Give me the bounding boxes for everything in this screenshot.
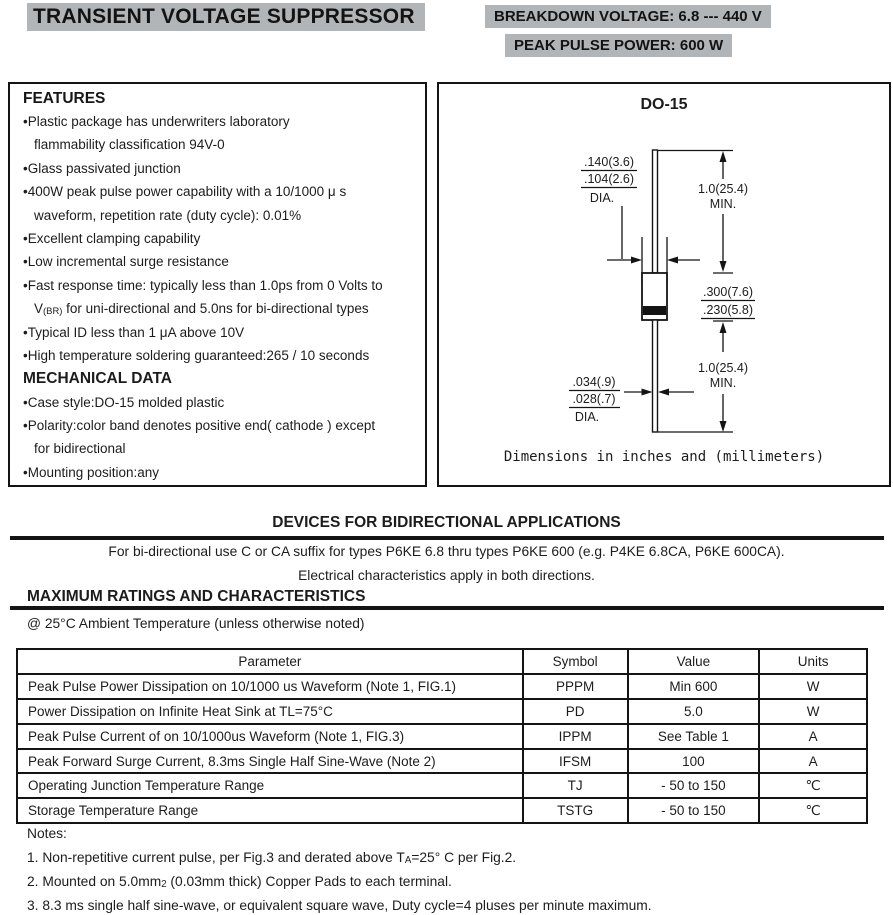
body-dia-min-label: .104(2.6) [583, 172, 635, 186]
features-panel [8, 82, 427, 487]
note-item: 1. Non-repetitive current pulse, per Fig.3 and derated above TA=25° C per Fig.2. [27, 850, 517, 867]
body-dia-unit-label: DIA. [589, 191, 615, 205]
table-header-row [17, 649, 867, 674]
bidirectional-heading: DEVICES FOR BIDIRECTIONAL APPLICATIONS [272, 514, 621, 531]
feature-line: •400W peak pulse power capability with a 10/1000 μ s [23, 184, 347, 200]
param-cell: Power Dissipation on Infinite Heat Sink at TL=75°C [17, 699, 523, 724]
lead-dia-min-label: .028(.7) [572, 392, 616, 406]
note-item: 2. Mounted on 5.0mm2 (0.03mm thick) Copper Pads to each terminal. [27, 874, 452, 891]
param-cell: Peak Pulse Power Dissipation on 10/1000 us Waveform (Note 1, FIG.1) [17, 674, 523, 699]
arrow-left-icon [667, 257, 678, 264]
arrow-up-icon [720, 151, 727, 162]
notes-heading: Notes: [27, 826, 67, 841]
divider-rule [10, 536, 884, 540]
table-row [17, 674, 867, 699]
col-header-parameter: Parameter [17, 649, 523, 674]
lead-bottom-length-label: 1.0(25.4) [697, 361, 749, 375]
feature-line: flammability classification 94V-0 [34, 137, 225, 153]
feature-line: •Typical ID less than 1 μA above 10V [23, 324, 245, 340]
arrow-right-icon [631, 257, 642, 264]
value-cell: - 50 to 150 [628, 773, 760, 798]
feature-line: •Case style:DO-15 molded plastic [23, 394, 225, 410]
feature-line: V(BR) for uni-directional and 5.0ns for bi-directional types [34, 301, 369, 318]
max-ratings-heading: MAXIMUM RATINGS AND CHARACTERISTICS [27, 588, 366, 605]
param-cell: Peak Pulse Current of on 10/1000us Waveform (Note 1, FIG.3) [17, 724, 523, 749]
features-list [23, 110, 421, 484]
symbol-cell: IFSM [523, 749, 628, 774]
lead-dia-max-label: .034(.9) [572, 375, 616, 389]
col-header-symbol: Symbol [523, 649, 628, 674]
arrow-left-icon [658, 389, 669, 396]
bottom-lead [653, 320, 658, 432]
breakdown-voltage-badge: BREAKDOWN VOLTAGE: 6.8 --- 440 V [485, 5, 771, 28]
do15-diagram [439, 84, 889, 485]
units-cell: ℃ [759, 798, 867, 823]
cathode-band [643, 306, 666, 315]
col-header-units: Units [759, 649, 867, 674]
arrow-up-icon [720, 322, 727, 333]
table-row [17, 724, 867, 749]
feature-line: for bidirectional [34, 441, 126, 457]
units-cell: W [759, 699, 867, 724]
arrow-down-icon [720, 421, 727, 432]
symbol-cell: TSTG [523, 798, 628, 823]
param-cell: Peak Forward Surge Current, 8.3ms Single Half Sine-Wave (Note 2) [17, 749, 523, 774]
lead-dia-unit-label: DIA. [574, 410, 600, 424]
units-cell: A [759, 749, 867, 774]
table-row [17, 749, 867, 774]
body-len-max-label: .300(7.6) [702, 285, 754, 299]
value-cell: - 50 to 150 [628, 798, 760, 823]
feature-line: •Fast response time: typically less than 1.0ps from 0 Volts to [23, 277, 383, 293]
features-heading: FEATURES [23, 90, 106, 107]
feature-line: •Polarity:color band denotes positive end( cathode ) except [23, 418, 376, 434]
feature-line: •Plastic package has underwriters laboratory [23, 114, 290, 129]
feature-line: •Mounting position:any [23, 464, 160, 480]
top-lead [653, 150, 658, 273]
note-item: 3. 8.3 ms single half sine-wave, or equivalent square wave, Duty cycle=4 pluses per minute maximum. [27, 898, 652, 913]
col-header-value: Value [628, 649, 760, 674]
package-diagram-panel [437, 82, 891, 487]
feature-line: •Excellent clamping capability [23, 230, 201, 246]
table-row [17, 773, 867, 798]
bidirectional-line1: For bi-directional use C or CA suffix for types P6KE 6.8 thru types P6KE 600 (e.g. P4KE 6.8CA, P6KE 600CA). [108, 544, 785, 559]
mechanical-data-heading: MECHANICAL DATA [23, 370, 172, 388]
body-dia-max-label: .140(3.6) [583, 155, 635, 169]
symbol-cell: PD [523, 699, 628, 724]
peak-pulse-power-badge: PEAK PULSE POWER: 600 W [505, 34, 732, 57]
param-cell: Storage Temperature Range [17, 798, 523, 823]
lead-top-length-label: 1.0(25.4) [697, 182, 749, 196]
ratings-table [16, 648, 868, 824]
units-cell: W [759, 674, 867, 699]
lead-bottom-min-label: MIN. [709, 376, 737, 390]
value-cell: Min 600 [628, 674, 760, 699]
ambient-condition: @ 25°C Ambient Temperature (unless otherwise noted) [27, 616, 365, 631]
package-name-label: DO-15 [640, 96, 688, 113]
value-cell: 5.0 [628, 699, 760, 724]
units-cell: ℃ [759, 773, 867, 798]
table-row [17, 699, 867, 724]
feature-line: •High temperature soldering guaranteed:265 / 10 seconds [23, 347, 370, 363]
symbol-cell: TJ [523, 773, 628, 798]
table-row [17, 798, 867, 823]
bidirectional-line2: Electrical characteristics apply in both directions. [298, 568, 595, 583]
page-title: TRANSIENT VOLTAGE SUPPRESSOR [27, 3, 425, 31]
body-len-min-label: .230(5.8) [702, 303, 754, 317]
feature-line: waveform, repetition rate (duty cycle): 0.01% [34, 207, 302, 223]
lead-top-min-label: MIN. [709, 197, 737, 211]
dimensions-caption: Dimensions in inches and (millimeters) [503, 449, 825, 465]
feature-line: •Glass passivated junction [23, 160, 181, 176]
param-cell: Operating Junction Temperature Range [17, 773, 523, 798]
arrow-right-icon [642, 389, 653, 396]
feature-line: •Low incremental surge resistance [23, 254, 229, 270]
divider-rule [10, 606, 884, 610]
symbol-cell: PPPM [523, 674, 628, 699]
arrow-down-icon [720, 261, 727, 272]
value-cell: See Table 1 [628, 724, 760, 749]
value-cell: 100 [628, 749, 760, 774]
symbol-cell: IPPM [523, 724, 628, 749]
units-cell: A [759, 724, 867, 749]
